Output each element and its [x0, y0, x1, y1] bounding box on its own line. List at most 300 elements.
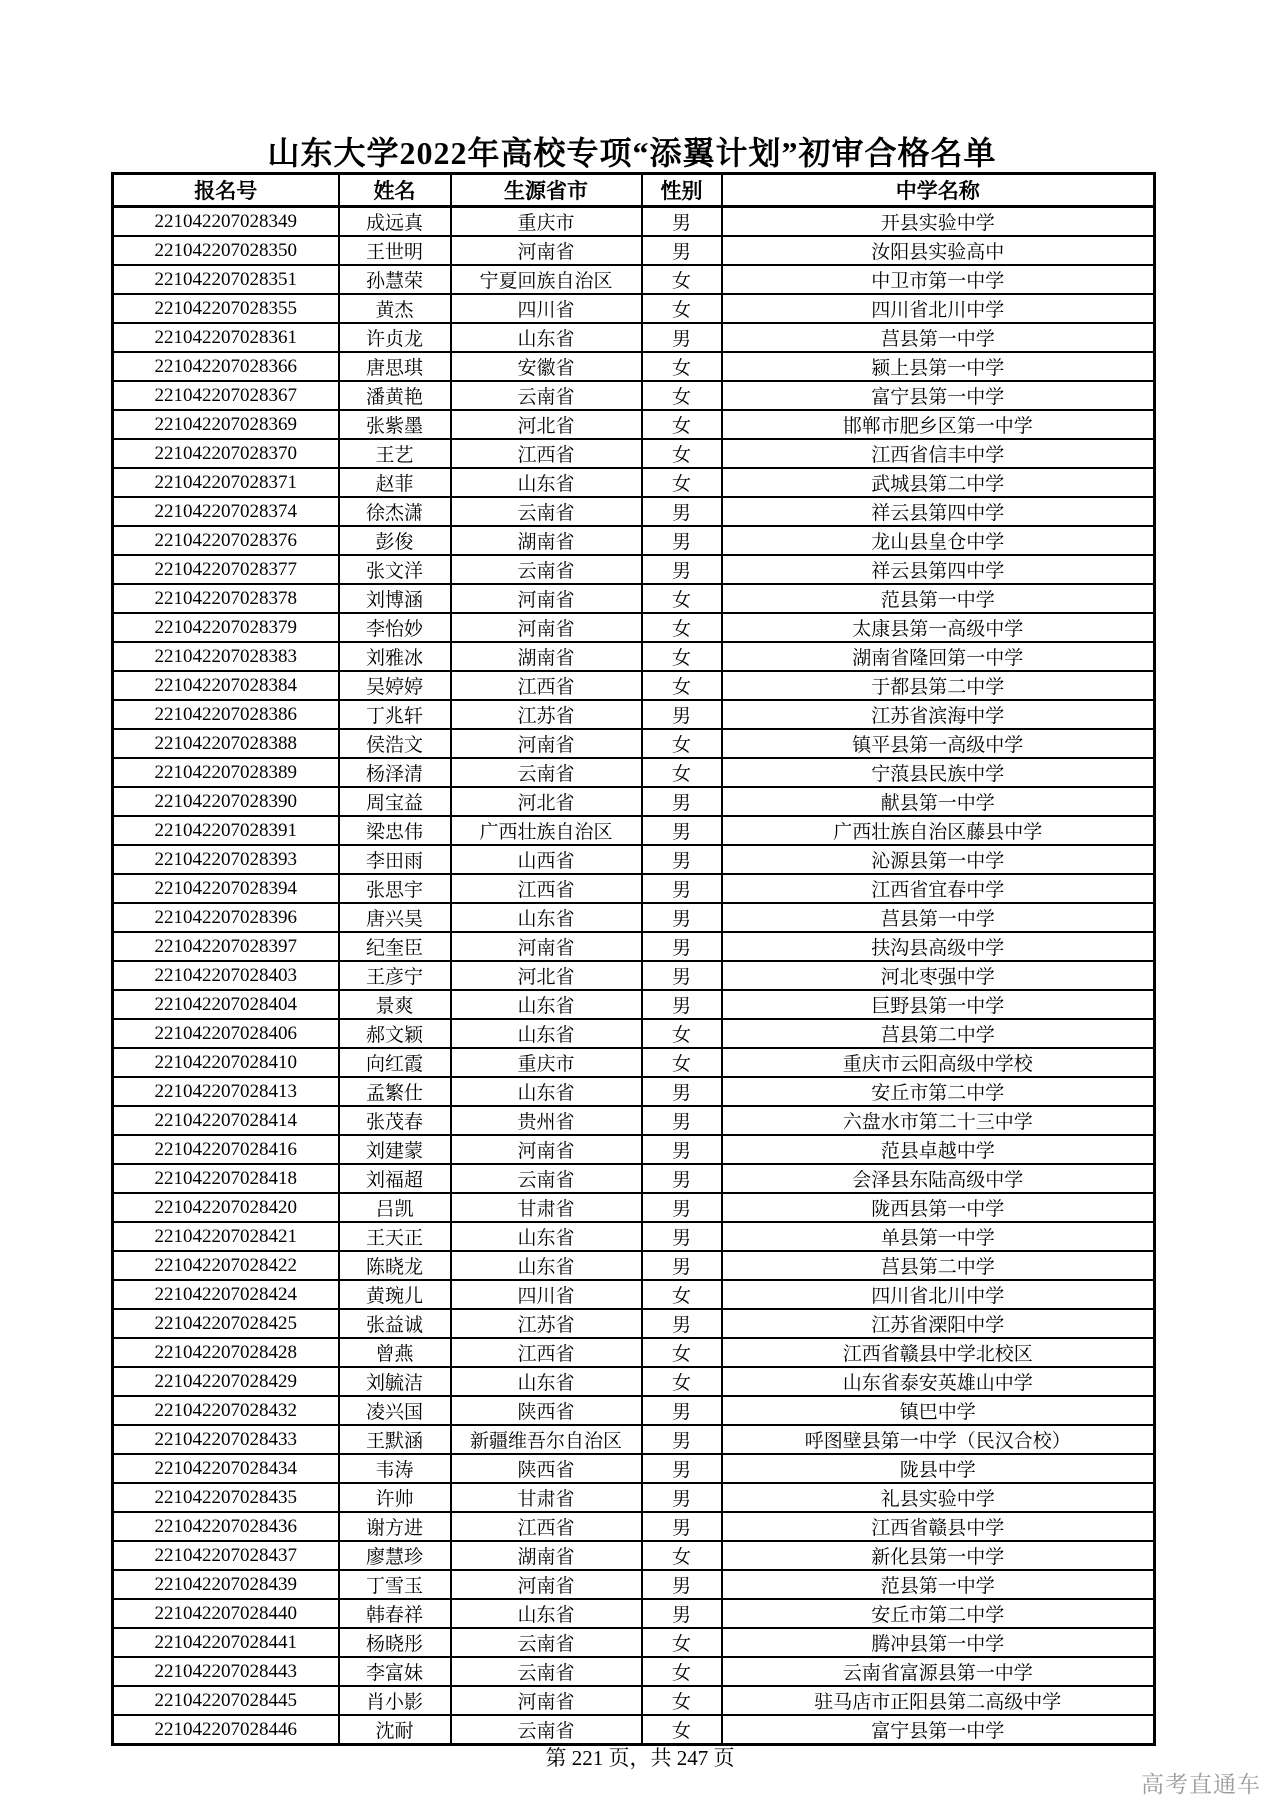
- cell-province: 河北省: [451, 961, 642, 990]
- cell-gender: 女: [642, 1541, 722, 1570]
- column-header-reg-no: 报名号: [113, 174, 339, 207]
- cell-reg-no: 221042207028391: [113, 816, 339, 845]
- table-row: [113, 729, 1155, 758]
- cell-reg-no: 221042207028433: [113, 1425, 339, 1454]
- cell-school: 莒县第一中学: [722, 323, 1155, 352]
- table-row: [113, 1628, 1155, 1657]
- cell-province: 江西省: [451, 1512, 642, 1541]
- table-row: [113, 903, 1155, 932]
- cell-reg-no: 221042207028416: [113, 1135, 339, 1164]
- cell-province: 新疆维吾尔自治区: [451, 1425, 642, 1454]
- table-row: [113, 439, 1155, 468]
- cell-province: 河南省: [451, 1686, 642, 1715]
- cell-province: 河南省: [451, 1570, 642, 1599]
- cell-province: 云南省: [451, 758, 642, 787]
- cell-gender: 女: [642, 1715, 722, 1745]
- cell-gender: 女: [642, 613, 722, 642]
- cell-province: 江西省: [451, 439, 642, 468]
- cell-gender: 男: [642, 845, 722, 874]
- table-row: [113, 1309, 1155, 1338]
- cell-name: 孙慧荣: [339, 265, 451, 294]
- cell-name: 凌兴国: [339, 1396, 451, 1425]
- watermark-label: 高考直通车: [1141, 1771, 1261, 1797]
- cell-name: 曾燕: [339, 1338, 451, 1367]
- cell-reg-no: 221042207028370: [113, 439, 339, 468]
- cell-school: 湖南省隆回第一中学: [722, 642, 1155, 671]
- cell-gender: 男: [642, 1570, 722, 1599]
- cell-province: 江苏省: [451, 700, 642, 729]
- table-row: [113, 613, 1155, 642]
- cell-name: 王彦宁: [339, 961, 451, 990]
- cell-province: 江苏省: [451, 1309, 642, 1338]
- cell-name: 王天正: [339, 1222, 451, 1251]
- cell-reg-no: 221042207028374: [113, 497, 339, 526]
- cell-reg-no: 221042207028389: [113, 758, 339, 787]
- cell-gender: 女: [642, 265, 722, 294]
- cell-reg-no: 221042207028393: [113, 845, 339, 874]
- cell-province: 河南省: [451, 1135, 642, 1164]
- table-row: [113, 1077, 1155, 1106]
- cell-reg-no: 221042207028445: [113, 1686, 339, 1715]
- cell-province: 重庆市: [451, 207, 642, 237]
- table-row: [113, 1135, 1155, 1164]
- cell-reg-no: 221042207028361: [113, 323, 339, 352]
- cell-school: 沁源县第一中学: [722, 845, 1155, 874]
- table-row: [113, 1512, 1155, 1541]
- cell-reg-no: 221042207028441: [113, 1628, 339, 1657]
- cell-name: 彭俊: [339, 526, 451, 555]
- cell-name: 张思宇: [339, 874, 451, 903]
- cell-gender: 女: [642, 584, 722, 613]
- table-row: [113, 1193, 1155, 1222]
- cell-name: 唐兴昊: [339, 903, 451, 932]
- cell-province: 云南省: [451, 497, 642, 526]
- cell-school: 镇巴中学: [722, 1396, 1155, 1425]
- table-row: [113, 1106, 1155, 1135]
- cell-school: 汝阳县实验高中: [722, 236, 1155, 265]
- cell-gender: 女: [642, 1367, 722, 1396]
- column-header-school: 中学名称: [722, 174, 1155, 207]
- cell-name: 沈耐: [339, 1715, 451, 1745]
- cell-school: 富宁县第一中学: [722, 381, 1155, 410]
- cell-gender: 男: [642, 990, 722, 1019]
- cell-gender: 男: [642, 1193, 722, 1222]
- cell-name: 杨泽清: [339, 758, 451, 787]
- table-row: [113, 1483, 1155, 1512]
- cell-school: 邯郸市肥乡区第一中学: [722, 410, 1155, 439]
- cell-school: 江苏省溧阳中学: [722, 1309, 1155, 1338]
- cell-province: 甘肃省: [451, 1483, 642, 1512]
- cell-reg-no: 221042207028403: [113, 961, 339, 990]
- cell-school: 腾冲县第一中学: [722, 1628, 1155, 1657]
- cell-school: 河北枣强中学: [722, 961, 1155, 990]
- cell-gender: 女: [642, 439, 722, 468]
- cell-name: 刘福超: [339, 1164, 451, 1193]
- cell-name: 李田雨: [339, 845, 451, 874]
- cell-name: 唐思琪: [339, 352, 451, 381]
- cell-school: 开县实验中学: [722, 207, 1155, 237]
- cell-name: 梁忠伟: [339, 816, 451, 845]
- cell-school: 新化县第一中学: [722, 1541, 1155, 1570]
- cell-province: 山东省: [451, 323, 642, 352]
- table-row: [113, 845, 1155, 874]
- cell-school: 四川省北川中学: [722, 294, 1155, 323]
- page-title: 山东大学2022年高校专项“添翼计划”初审合格名单: [267, 135, 997, 171]
- cell-reg-no: 221042207028371: [113, 468, 339, 497]
- table-row: [113, 410, 1155, 439]
- cell-province: 广西壮族自治区: [451, 816, 642, 845]
- table-row: [113, 1048, 1155, 1077]
- cell-reg-no: 221042207028422: [113, 1251, 339, 1280]
- table-row: [113, 671, 1155, 700]
- cell-province: 山东省: [451, 1222, 642, 1251]
- cell-reg-no: 221042207028396: [113, 903, 339, 932]
- cell-reg-no: 221042207028390: [113, 787, 339, 816]
- cell-province: 河南省: [451, 729, 642, 758]
- cell-gender: 女: [642, 468, 722, 497]
- cell-name: 许帅: [339, 1483, 451, 1512]
- cell-gender: 女: [642, 758, 722, 787]
- cell-gender: 男: [642, 1454, 722, 1483]
- cell-gender: 女: [642, 352, 722, 381]
- cell-name: 吕凯: [339, 1193, 451, 1222]
- cell-school: 太康县第一高级中学: [722, 613, 1155, 642]
- cell-province: 山东省: [451, 1019, 642, 1048]
- cell-reg-no: 221042207028435: [113, 1483, 339, 1512]
- cell-province: 云南省: [451, 1715, 642, 1745]
- cell-reg-no: 221042207028384: [113, 671, 339, 700]
- cell-gender: 女: [642, 642, 722, 671]
- table-row: [113, 526, 1155, 555]
- cell-name: 景爽: [339, 990, 451, 1019]
- cell-name: 丁兆轩: [339, 700, 451, 729]
- table-row: [113, 787, 1155, 816]
- table-row: [113, 1715, 1155, 1745]
- cell-name: 黄琬儿: [339, 1280, 451, 1309]
- cell-reg-no: 221042207028420: [113, 1193, 339, 1222]
- column-header-province: 生源省市: [451, 174, 642, 207]
- cell-reg-no: 221042207028366: [113, 352, 339, 381]
- cell-province: 山西省: [451, 845, 642, 874]
- cell-province: 山东省: [451, 1367, 642, 1396]
- cell-school: 广西壮族自治区藤县中学: [722, 816, 1155, 845]
- cell-name: 李怡妙: [339, 613, 451, 642]
- cell-name: 刘毓洁: [339, 1367, 451, 1396]
- cell-name: 郝文颖: [339, 1019, 451, 1048]
- cell-province: 四川省: [451, 1280, 642, 1309]
- cell-province: 贵州省: [451, 1106, 642, 1135]
- cell-gender: 女: [642, 671, 722, 700]
- cell-gender: 女: [642, 410, 722, 439]
- cell-school: 祥云县第四中学: [722, 497, 1155, 526]
- column-header-name: 姓名: [339, 174, 451, 207]
- cell-gender: 男: [642, 932, 722, 961]
- cell-name: 肖小影: [339, 1686, 451, 1715]
- cell-name: 刘雅冰: [339, 642, 451, 671]
- table-row: [113, 961, 1155, 990]
- cell-reg-no: 221042207028406: [113, 1019, 339, 1048]
- cell-gender: 男: [642, 1106, 722, 1135]
- cell-name: 孟繁仕: [339, 1077, 451, 1106]
- table-row: [113, 874, 1155, 903]
- cell-school: 龙山县皇仓中学: [722, 526, 1155, 555]
- cell-gender: 女: [642, 729, 722, 758]
- cell-school: 重庆市云阳高级中学校: [722, 1048, 1155, 1077]
- table-row: [113, 1280, 1155, 1309]
- table-row: [113, 1164, 1155, 1193]
- cell-province: 宁夏回族自治区: [451, 265, 642, 294]
- cell-gender: 男: [642, 700, 722, 729]
- cell-gender: 女: [642, 1019, 722, 1048]
- cell-name: 张茂春: [339, 1106, 451, 1135]
- table-row: [113, 990, 1155, 1019]
- cell-school: 陇县中学: [722, 1454, 1155, 1483]
- cell-name: 廖慧珍: [339, 1541, 451, 1570]
- cell-school: 范县卓越中学: [722, 1135, 1155, 1164]
- table-row: [113, 1686, 1155, 1715]
- cell-gender: 男: [642, 961, 722, 990]
- cell-name: 张紫墨: [339, 410, 451, 439]
- cell-gender: 女: [642, 1686, 722, 1715]
- cell-gender: 女: [642, 1628, 722, 1657]
- cell-gender: 女: [642, 1048, 722, 1077]
- cell-school: 莒县第一中学: [722, 903, 1155, 932]
- cell-province: 陕西省: [451, 1396, 642, 1425]
- cell-reg-no: 221042207028377: [113, 555, 339, 584]
- cell-name: 丁雪玉: [339, 1570, 451, 1599]
- cell-province: 河北省: [451, 410, 642, 439]
- cell-school: 安丘市第二中学: [722, 1599, 1155, 1628]
- cell-gender: 男: [642, 1251, 722, 1280]
- cell-province: 江西省: [451, 874, 642, 903]
- cell-name: 赵菲: [339, 468, 451, 497]
- cell-name: 杨晓彤: [339, 1628, 451, 1657]
- table-row: [113, 265, 1155, 294]
- table-row: [113, 207, 1155, 237]
- cell-reg-no: 221042207028424: [113, 1280, 339, 1309]
- cell-reg-no: 221042207028434: [113, 1454, 339, 1483]
- cell-name: 李富妹: [339, 1657, 451, 1686]
- table-row: [113, 1396, 1155, 1425]
- cell-name: 王默涵: [339, 1425, 451, 1454]
- cell-province: 河北省: [451, 787, 642, 816]
- table-row: [113, 1570, 1155, 1599]
- roster-table: [111, 172, 1156, 1746]
- cell-school: 于都县第二中学: [722, 671, 1155, 700]
- cell-gender: 男: [642, 526, 722, 555]
- roster-table-header: [113, 174, 1155, 207]
- cell-province: 山东省: [451, 1599, 642, 1628]
- cell-school: 单县第一中学: [722, 1222, 1155, 1251]
- cell-province: 河南省: [451, 932, 642, 961]
- table-row: [113, 236, 1155, 265]
- cell-school: 富宁县第一中学: [722, 1715, 1155, 1745]
- cell-province: 河南省: [451, 584, 642, 613]
- cell-school: 江西省信丰中学: [722, 439, 1155, 468]
- cell-school: 江西省赣县中学: [722, 1512, 1155, 1541]
- cell-school: 驻马店市正阳县第二高级中学: [722, 1686, 1155, 1715]
- cell-school: 武城县第二中学: [722, 468, 1155, 497]
- cell-province: 江西省: [451, 1338, 642, 1367]
- cell-school: 扶沟县高级中学: [722, 932, 1155, 961]
- cell-name: 黄杰: [339, 294, 451, 323]
- cell-name: 向红霞: [339, 1048, 451, 1077]
- table-row: [113, 932, 1155, 961]
- cell-gender: 男: [642, 1396, 722, 1425]
- cell-reg-no: 221042207028349: [113, 207, 339, 237]
- cell-province: 江西省: [451, 671, 642, 700]
- cell-school: 巨野县第一中学: [722, 990, 1155, 1019]
- cell-reg-no: 221042207028350: [113, 236, 339, 265]
- cell-reg-no: 221042207028413: [113, 1077, 339, 1106]
- cell-province: 山东省: [451, 468, 642, 497]
- cell-school: 四川省北川中学: [722, 1280, 1155, 1309]
- table-row: [113, 468, 1155, 497]
- cell-province: 山东省: [451, 990, 642, 1019]
- cell-school: 范县第一中学: [722, 1570, 1155, 1599]
- cell-name: 纪奎臣: [339, 932, 451, 961]
- cell-school: 镇平县第一高级中学: [722, 729, 1155, 758]
- cell-gender: 男: [642, 1135, 722, 1164]
- cell-school: 山东省泰安英雄山中学: [722, 1367, 1155, 1396]
- cell-school: 献县第一中学: [722, 787, 1155, 816]
- cell-school: 会泽县东陆高级中学: [722, 1164, 1155, 1193]
- cell-gender: 女: [642, 1338, 722, 1367]
- cell-name: 王世明: [339, 236, 451, 265]
- table-row: [113, 294, 1155, 323]
- cell-reg-no: 221042207028437: [113, 1541, 339, 1570]
- table-row: [113, 381, 1155, 410]
- table-row: [113, 1367, 1155, 1396]
- cell-gender: 男: [642, 1512, 722, 1541]
- cell-name: 韩春祥: [339, 1599, 451, 1628]
- cell-gender: 男: [642, 1483, 722, 1512]
- cell-reg-no: 221042207028388: [113, 729, 339, 758]
- cell-school: 云南省富源县第一中学: [722, 1657, 1155, 1686]
- cell-reg-no: 221042207028404: [113, 990, 339, 1019]
- table-row: [113, 323, 1155, 352]
- cell-school: 礼县实验中学: [722, 1483, 1155, 1512]
- table-row: [113, 584, 1155, 613]
- cell-name: 刘博涵: [339, 584, 451, 613]
- cell-province: 安徽省: [451, 352, 642, 381]
- cell-province: 云南省: [451, 1657, 642, 1686]
- cell-reg-no: 221042207028386: [113, 700, 339, 729]
- cell-reg-no: 221042207028394: [113, 874, 339, 903]
- cell-province: 甘肃省: [451, 1193, 642, 1222]
- cell-gender: 男: [642, 1164, 722, 1193]
- cell-province: 河南省: [451, 613, 642, 642]
- cell-school: 呼图壁县第一中学（民汉合校）: [722, 1425, 1155, 1454]
- table-row: [113, 1338, 1155, 1367]
- table-row: [113, 1454, 1155, 1483]
- cell-name: 许贞龙: [339, 323, 451, 352]
- table-row: [113, 1599, 1155, 1628]
- cell-reg-no: 221042207028425: [113, 1309, 339, 1338]
- cell-name: 吴婷婷: [339, 671, 451, 700]
- cell-province: 山东省: [451, 1077, 642, 1106]
- table-row: [113, 1657, 1155, 1686]
- cell-gender: 男: [642, 787, 722, 816]
- cell-school: 祥云县第四中学: [722, 555, 1155, 584]
- cell-province: 重庆市: [451, 1048, 642, 1077]
- cell-reg-no: 221042207028428: [113, 1338, 339, 1367]
- cell-reg-no: 221042207028429: [113, 1367, 339, 1396]
- cell-school: 陇西县第一中学: [722, 1193, 1155, 1222]
- table-row: [113, 816, 1155, 845]
- table-row: [113, 1019, 1155, 1048]
- cell-name: 周宝益: [339, 787, 451, 816]
- cell-gender: 男: [642, 1425, 722, 1454]
- cell-province: 湖南省: [451, 1541, 642, 1570]
- cell-province: 山东省: [451, 903, 642, 932]
- cell-gender: 男: [642, 207, 722, 237]
- cell-reg-no: 221042207028439: [113, 1570, 339, 1599]
- cell-gender: 女: [642, 294, 722, 323]
- cell-province: 湖南省: [451, 642, 642, 671]
- cell-province: 山东省: [451, 1251, 642, 1280]
- cell-name: 张益诚: [339, 1309, 451, 1338]
- page-number-footer: 第 221 页，共 247 页: [545, 1746, 735, 1770]
- cell-name: 侯浩文: [339, 729, 451, 758]
- cell-gender: 男: [642, 1599, 722, 1628]
- cell-gender: 女: [642, 1657, 722, 1686]
- cell-gender: 男: [642, 903, 722, 932]
- cell-school: 安丘市第二中学: [722, 1077, 1155, 1106]
- cell-reg-no: 221042207028414: [113, 1106, 339, 1135]
- cell-reg-no: 221042207028443: [113, 1657, 339, 1686]
- cell-school: 宁蒗县民族中学: [722, 758, 1155, 787]
- cell-gender: 女: [642, 381, 722, 410]
- cell-school: 江西省赣县中学北校区: [722, 1338, 1155, 1367]
- header-row: [113, 174, 1155, 207]
- table-row: [113, 758, 1155, 787]
- table-row: [113, 700, 1155, 729]
- table-row: [113, 1541, 1155, 1570]
- cell-name: 刘建蒙: [339, 1135, 451, 1164]
- cell-name: 韦涛: [339, 1454, 451, 1483]
- column-header-gender: 性别: [642, 174, 722, 207]
- cell-name: 王艺: [339, 439, 451, 468]
- cell-reg-no: 221042207028383: [113, 642, 339, 671]
- cell-reg-no: 221042207028379: [113, 613, 339, 642]
- cell-reg-no: 221042207028397: [113, 932, 339, 961]
- cell-gender: 男: [642, 1077, 722, 1106]
- cell-school: 莒县第二中学: [722, 1251, 1155, 1280]
- cell-reg-no: 221042207028367: [113, 381, 339, 410]
- cell-gender: 男: [642, 555, 722, 584]
- cell-reg-no: 221042207028355: [113, 294, 339, 323]
- table-row: [113, 642, 1155, 671]
- cell-school: 六盘水市第二十三中学: [722, 1106, 1155, 1135]
- cell-reg-no: 221042207028421: [113, 1222, 339, 1251]
- table-row: [113, 497, 1155, 526]
- cell-name: 张文洋: [339, 555, 451, 584]
- cell-province: 云南省: [451, 381, 642, 410]
- cell-gender: 男: [642, 323, 722, 352]
- cell-province: 云南省: [451, 1628, 642, 1657]
- table-row: [113, 1222, 1155, 1251]
- cell-school: 颍上县第一中学: [722, 352, 1155, 381]
- cell-reg-no: 221042207028369: [113, 410, 339, 439]
- cell-reg-no: 221042207028378: [113, 584, 339, 613]
- cell-reg-no: 221042207028418: [113, 1164, 339, 1193]
- table-row: [113, 555, 1155, 584]
- cell-province: 云南省: [451, 1164, 642, 1193]
- table-row: [113, 352, 1155, 381]
- cell-gender: 男: [642, 816, 722, 845]
- cell-school: 莒县第二中学: [722, 1019, 1155, 1048]
